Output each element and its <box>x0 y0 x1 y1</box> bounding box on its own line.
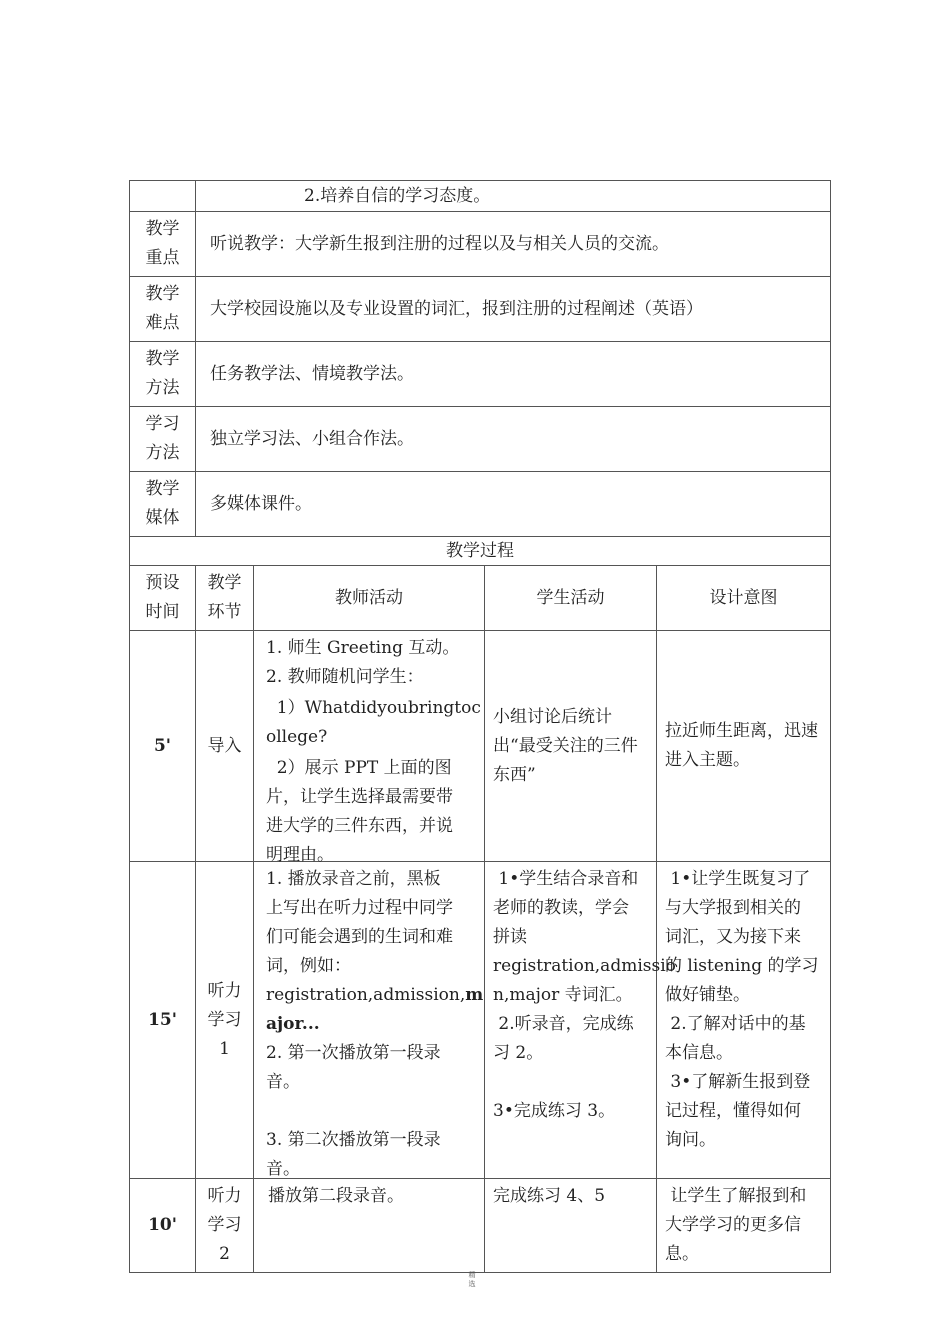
intent-line: 做好铺垫。 <box>665 985 750 1005</box>
info-row-difficulties <box>130 277 831 342</box>
info-value: 听说教学：大学新生报到注册的过程以及与相关人员的交流。 <box>196 212 831 277</box>
student-line: registration,admissio <box>493 956 676 976</box>
info-value: 独立学习法、小组合作法。 <box>196 407 831 472</box>
intent-line: 询问。 <box>665 1130 716 1150</box>
design-intent-cell <box>657 862 831 1179</box>
header-teacher: 教师活动 <box>254 566 485 631</box>
intent-line: 本信息。 <box>665 1043 733 1063</box>
teacher-line-gap <box>266 1097 476 1126</box>
time-cell: 5' <box>130 631 196 862</box>
header-student: 学生活动 <box>485 566 657 631</box>
goal-text: 2.培养自信的学习态度。 <box>196 181 831 212</box>
intent-line: 3•了解新生报到登 <box>665 1072 811 1092</box>
info-value: 多媒体课件。 <box>196 472 831 537</box>
student-activity-cell: 小组讨论后统计出“最受关注的三件东西” <box>485 631 657 862</box>
info-label: 教学 方法 <box>130 342 196 407</box>
teacher-line: 明理由。 <box>266 845 334 865</box>
teacher-line: 上写出在听力过程中同学 <box>266 898 453 918</box>
intent-line: 2.了解对话中的基 <box>665 1014 806 1034</box>
student-activity-cell: 完成练习 4、5 <box>485 1179 657 1273</box>
process-row-intro <box>130 631 831 862</box>
student-line: 2.听录音，完成练 <box>493 1014 634 1034</box>
student-line: 老师的教读，学会 <box>493 898 629 918</box>
lesson-plan-table <box>129 180 831 1273</box>
process-title-row <box>130 537 831 566</box>
page-footer-mark: 精 选 <box>468 1271 476 1288</box>
info-row-key-points <box>130 212 831 277</box>
info-label: 教学 重点 <box>130 212 196 277</box>
teacher-line: 1）Whatdidyoubringtoc <box>266 698 481 718</box>
student-line: 习 2。 <box>493 1043 544 1063</box>
vocab-line <box>266 981 484 1039</box>
teacher-line: 1. 播放录音之前，黑板 <box>266 869 441 889</box>
header-stage: 教学 环节 <box>196 566 254 631</box>
info-label: 教学 难点 <box>130 277 196 342</box>
stage-cell: 导入 <box>196 631 254 862</box>
intent-line: 记过程，懂得如何 <box>665 1101 801 1121</box>
intent-line: 让学生了解报到和 <box>665 1186 807 1206</box>
goal-row <box>130 181 831 212</box>
info-label: 教学 媒体 <box>130 472 196 537</box>
student-line: 3•完成练习 3。 <box>493 1101 616 1121</box>
teacher-activity-cell: 播放第二段录音。 <box>254 1179 485 1273</box>
intent-line: 息。 <box>665 1244 699 1264</box>
teacher-line: 片，让学生选择最需要带 <box>266 787 453 807</box>
intent-line: 大学学习的更多信 <box>665 1215 801 1235</box>
teacher-vocab: registration,admission, <box>266 985 466 1005</box>
student-activity-cell <box>485 862 676 1179</box>
design-intent-cell: 拉近师生距离，迅速进入主题。 <box>657 631 831 862</box>
info-value: 大学校园设施以及专业设置的词汇，报到注册的过程阐述（英语） <box>196 277 831 342</box>
header-time: 预设 时间 <box>130 566 196 631</box>
process-row-listening-2 <box>130 1179 831 1273</box>
stage-cell: 听力 学习 1 <box>196 862 254 1179</box>
teacher-line: 音。 <box>266 1072 300 1092</box>
teacher-activity-cell <box>254 862 485 1179</box>
info-row-teaching-methods <box>130 342 831 407</box>
teacher-line: 2. 教师随机问学生： <box>266 667 424 687</box>
intent-line: 的 listening 的学习 <box>665 956 819 976</box>
teacher-vocab-bold: major... <box>266 985 484 1034</box>
student-line-gap <box>493 1068 648 1097</box>
student-line: 1•学生结合录音和 <box>493 869 639 889</box>
teacher-line: 音。 <box>266 1159 300 1179</box>
intent-line: 词汇，又为接下来 <box>665 927 801 947</box>
info-row-media <box>130 472 831 537</box>
time-cell: 15' <box>130 862 196 1179</box>
intent-line: 与大学报到相关的 <box>665 898 801 918</box>
teacher-activity-cell <box>254 631 485 865</box>
header-intent: 设计意图 <box>657 566 831 631</box>
intent-line: 1•让学生既复习了 <box>665 869 811 889</box>
empty-label-cell <box>130 181 196 212</box>
teacher-line: 2）展示 PPT 上面的图 <box>266 758 452 778</box>
info-value: 任务教学法、情境教学法。 <box>196 342 831 407</box>
info-label: 学习 方法 <box>130 407 196 472</box>
teacher-line: 3. 第二次播放第一段录 <box>266 1130 441 1150</box>
student-line: n,major 寺词汇。 <box>493 985 633 1005</box>
teacher-line: 词，例如： <box>266 956 351 976</box>
stage-cell: 听力 学习 2 <box>196 1179 254 1273</box>
teacher-line: 1. 师生 Greeting 互动。 <box>266 638 460 658</box>
time-cell: 10' <box>130 1179 196 1273</box>
teacher-line: 们可能会遇到的生词和难 <box>266 927 453 947</box>
teacher-line: ollege? <box>266 727 328 747</box>
teacher-line: 2. 第一次播放第一段录 <box>266 1043 441 1063</box>
design-intent-cell <box>657 1179 831 1273</box>
teacher-line: 进大学的三件东西，并说 <box>266 816 453 836</box>
process-title: 教学过程 <box>130 537 831 566</box>
process-header-row <box>130 566 831 631</box>
student-line: 拼读 <box>493 927 527 947</box>
process-row-listening-1 <box>130 862 831 1179</box>
info-row-learning-methods <box>130 407 831 472</box>
